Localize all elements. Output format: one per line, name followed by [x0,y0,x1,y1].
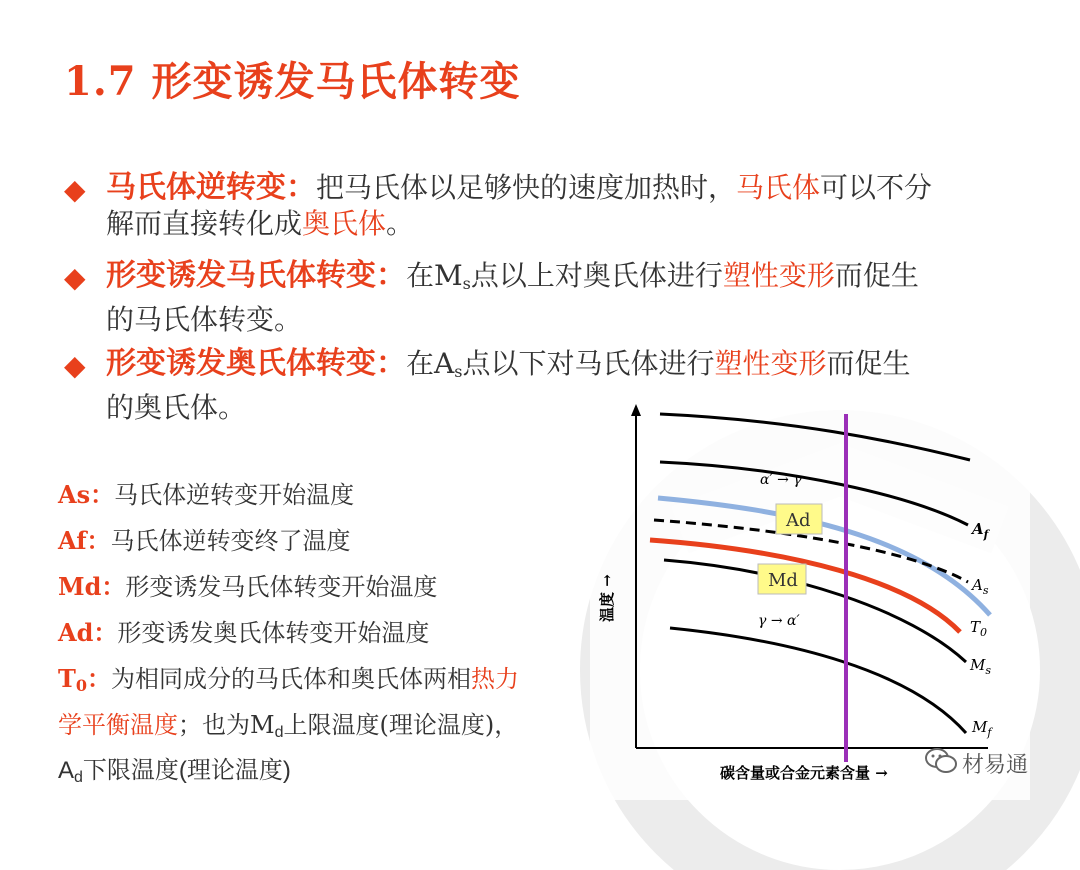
bullet-text: 而促生 [834,259,919,292]
bullet-highlight: 马氏体 [736,171,821,204]
definition-desc: 马氏体逆转变开始温度 [114,481,355,509]
bullet-highlight: 塑性变形 [722,259,835,292]
definition-highlight: 学平衡温度 [58,711,178,739]
bullet-text: 点以上对奥氏体进行 [470,259,723,292]
definition-term: Af： [58,526,111,555]
transformation-diagram [590,400,1030,800]
bullet-highlight: 塑性变形 [714,347,827,380]
bullet-heading: 形变诱发奥氏体转变： [106,346,406,381]
definition-term: ： [87,664,111,693]
wechat-logo-icon [924,746,958,776]
definition-term: Md： [58,572,126,601]
y-axis-label: 温度 → [598,574,616,622]
x-axis-label: 碳含量或合金元素含量 → [720,764,888,782]
definition-ad [58,616,578,662]
brand-name: 材易通 [962,752,1029,777]
md-label: Md [768,570,798,591]
definition-desc: 为相同成分的马氏体和奥氏体两相 [111,665,471,693]
af-label: $A_f$ [972,520,989,541]
definition-as [58,478,578,524]
bullet-reverse-transformation [64,170,1024,242]
definition-t0-cont2 [58,754,578,800]
subscript: d [74,769,83,786]
definition-desc: 下限温度(理论温度) [82,757,291,784]
bullet-text: 的奥氏体。 [106,391,247,424]
definition-desc: 上限温度(理论温度)， [283,711,519,739]
definition-desc: 形变诱发奥氏体转变开始温度 [117,619,430,647]
definition-t0 [58,662,578,708]
t0-label: $T_0$ [970,618,988,639]
definitions-list [58,478,578,800]
definition-term: As： [58,480,115,509]
definition-term: T [58,664,76,693]
mf-label: $M_f$ [972,718,992,739]
definition-term: Ad： [58,618,118,647]
definition-highlight: 热力 [471,665,519,693]
ad-label: Ad [786,510,811,531]
definition-desc: 马氏体逆转变终了温度 [110,527,351,555]
definition-desc: ；也为M [178,711,275,739]
slide-title: 1.7 形变诱发马氏体转变 [64,58,521,105]
bullet-deformation-martensite [64,258,1024,338]
subscript: 0 [75,676,87,695]
bullet-text: 点以下对马氏体进行 [462,347,715,380]
diamond-bullet-icon: ◆ [64,173,86,206]
definition-t0-cont [58,708,578,754]
alpha-to-gamma-label: α′ → γ [760,472,802,488]
diamond-bullet-icon: ◆ [64,349,86,382]
bullet-highlight: 奥氏体 [302,207,387,240]
diamond-bullet-icon: ◆ [64,261,86,294]
definition-af [58,524,578,570]
subscript: d [274,724,284,741]
as-label: $A_s$ [972,576,989,597]
bullet-text: 在A [406,347,455,380]
definition-md [58,570,578,616]
ms-label: $M_s$ [970,656,992,677]
bullet-text: 的马氏体转变。 [106,303,303,336]
bullet-text: 而促生 [826,347,911,380]
bullet-text: 解而直接转化成 [106,207,303,240]
definition-desc: A [58,757,75,784]
bullet-text: 在M [406,259,463,292]
gamma-to-alpha-label: γ → α′ [758,613,800,629]
subscript: s [454,362,463,381]
bullet-text: 可以不分 [820,171,933,204]
bullet-heading: 马氏体逆转变： [106,170,316,205]
definition-desc: 形变诱发马氏体转变开始温度 [125,573,438,601]
subscript: s [462,274,471,293]
bullet-heading: 形变诱发马氏体转变： [106,258,406,293]
bullet-text: 把马氏体以足够快的速度加热时， [316,171,737,204]
bullet-text: 。 [386,207,415,240]
